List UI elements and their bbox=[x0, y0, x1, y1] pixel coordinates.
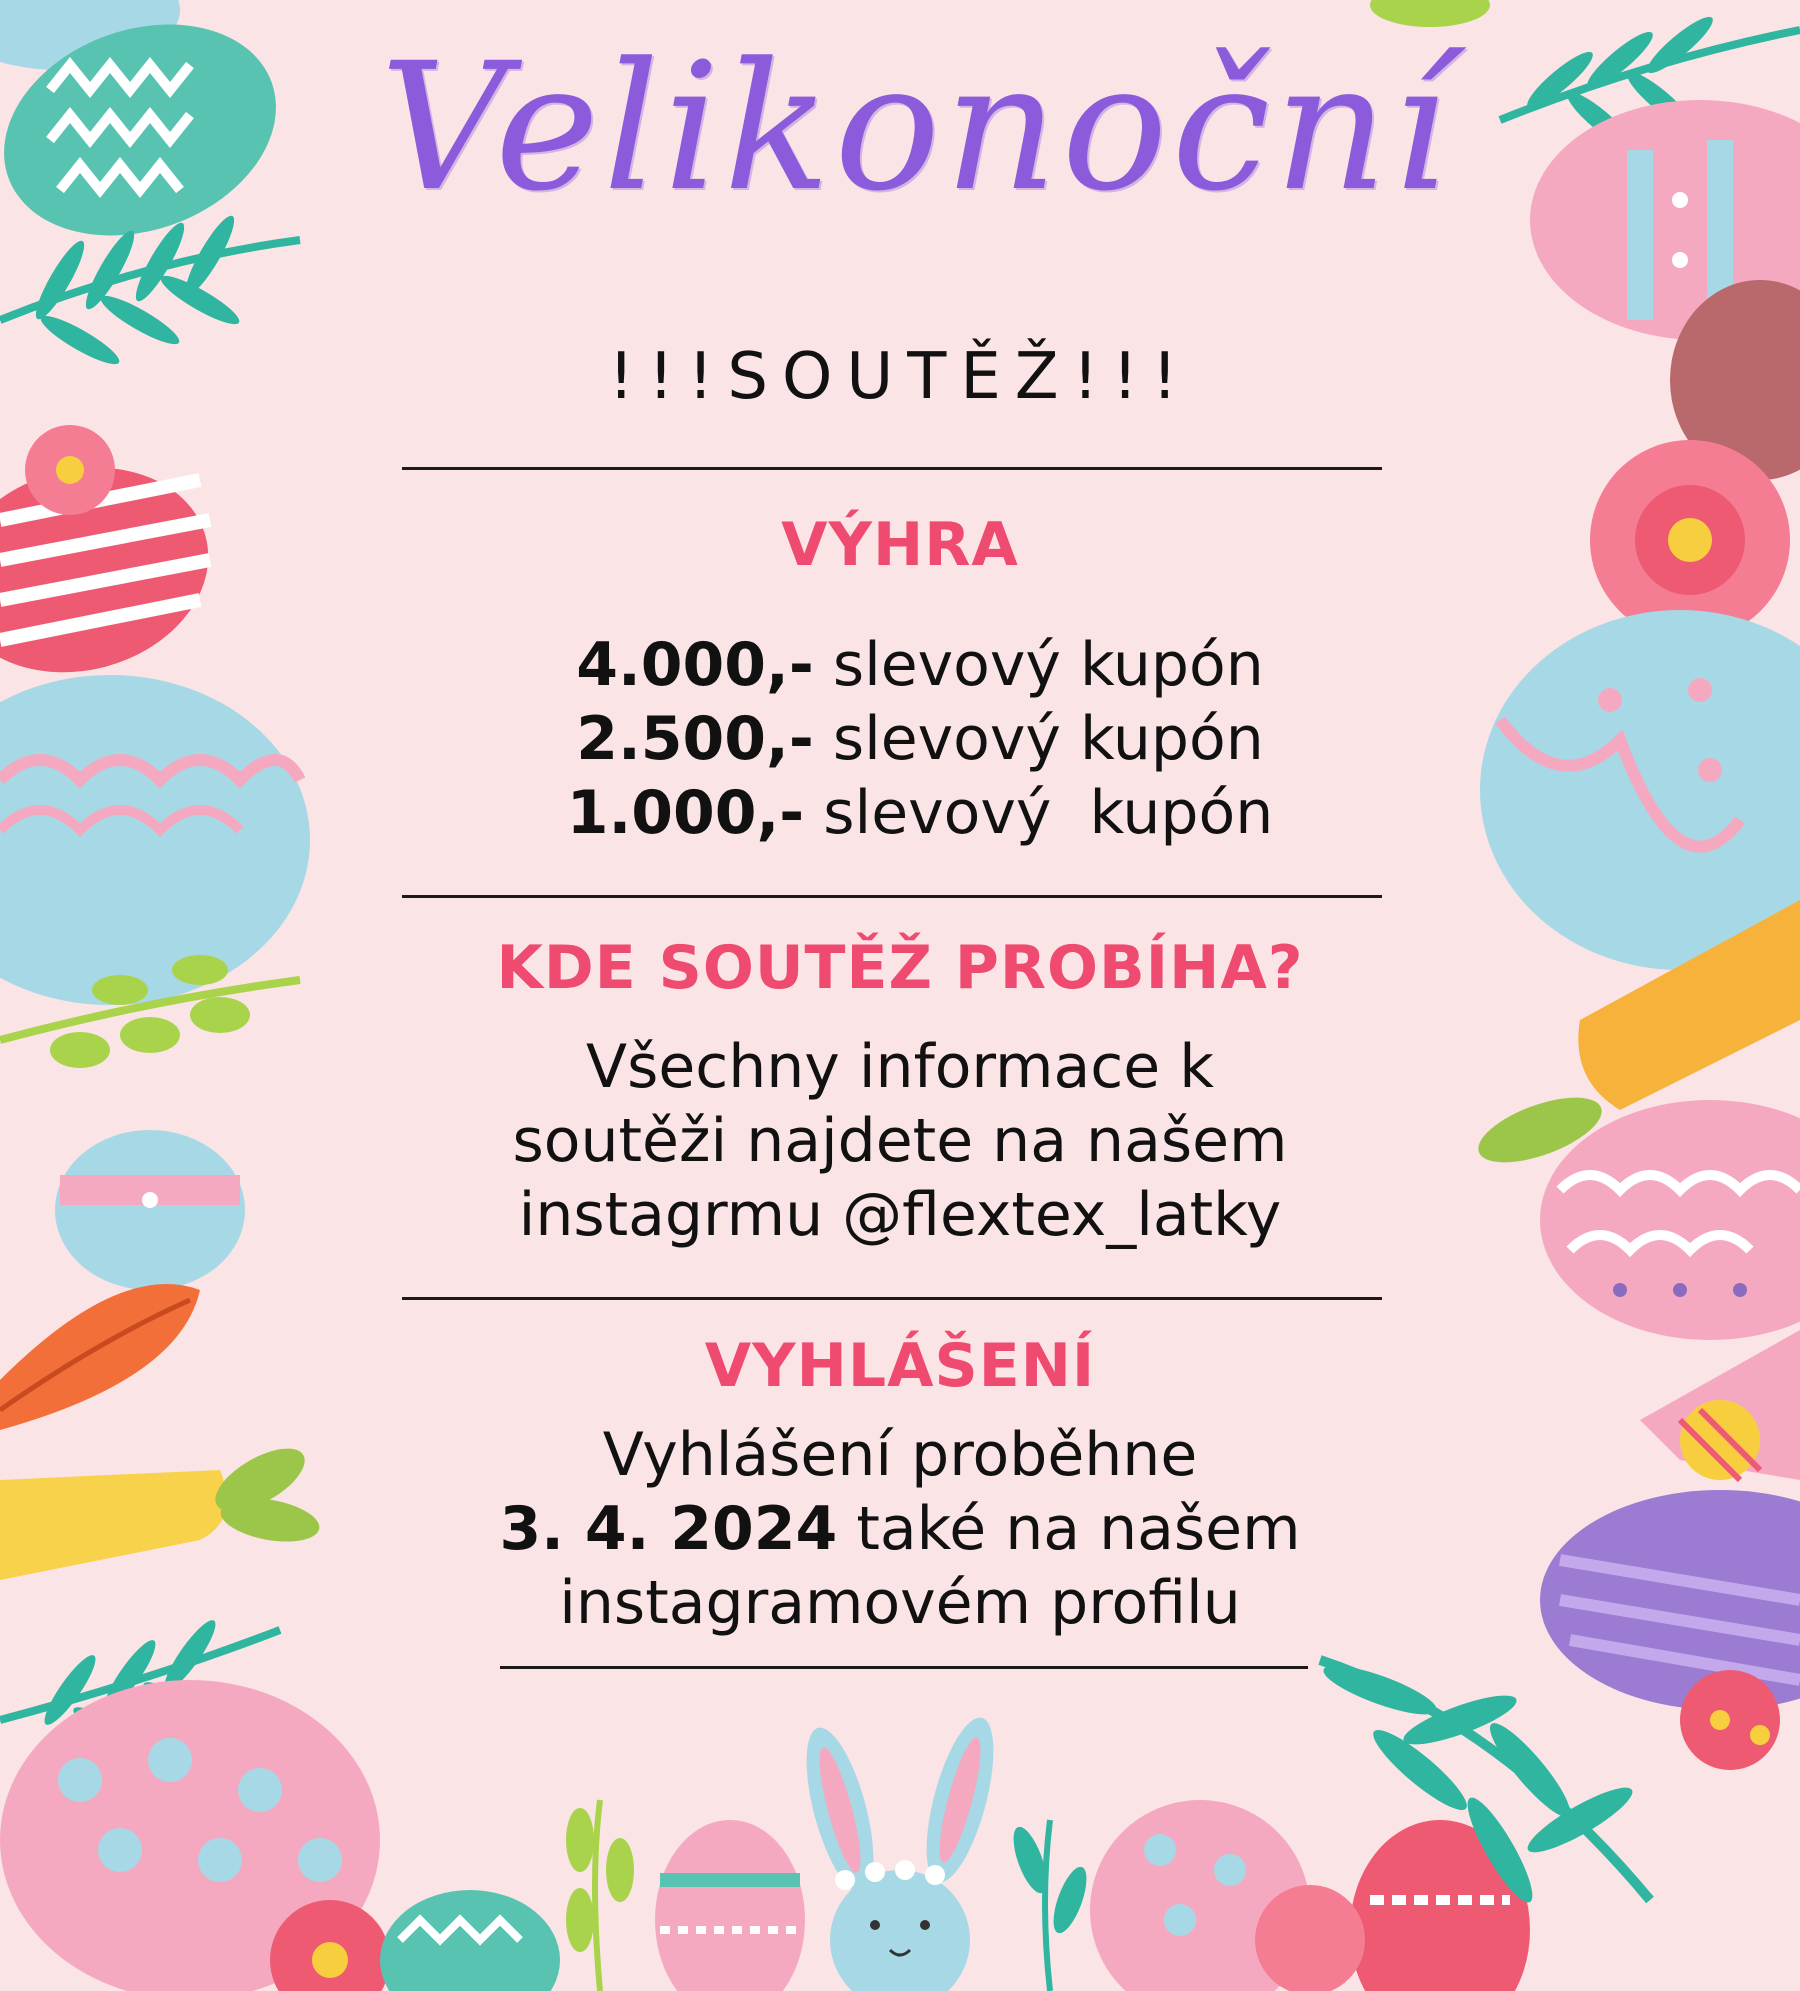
prize-amount: 4.000,- bbox=[576, 630, 814, 700]
announcement-line: Vyhlášení proběhne bbox=[602, 1420, 1198, 1490]
prize-amount: 1.000,- bbox=[566, 778, 805, 848]
poster-subtitle: !!!SOUTĚŽ!!! bbox=[608, 340, 1192, 414]
blue-egg-left bbox=[0, 675, 310, 1005]
flower-right bbox=[1590, 440, 1790, 640]
egg-top-left bbox=[0, 0, 306, 272]
divider-4 bbox=[500, 1666, 1308, 1669]
prize-item bbox=[400, 776, 1440, 850]
blue-egg-right bbox=[1480, 610, 1800, 970]
where-line: Všechny informace k bbox=[586, 1032, 1214, 1102]
red-flowers-right bbox=[1680, 1670, 1780, 1770]
prize-amount: 2.500,- bbox=[576, 704, 814, 774]
where-line: instagrmu @flextex_latky bbox=[518, 1180, 1282, 1250]
purple-egg-right bbox=[1540, 1490, 1800, 1710]
small-egg-left bbox=[55, 1130, 245, 1290]
poster-content bbox=[380, 0, 1452, 1991]
prize-item bbox=[400, 628, 1440, 702]
prize-item bbox=[400, 702, 1440, 776]
prize-text: slevový kupón bbox=[832, 630, 1264, 700]
divider-1 bbox=[402, 467, 1382, 470]
announcement-heading: VYHLÁŠENÍ bbox=[704, 1331, 1096, 1401]
announcement-line bbox=[380, 1492, 1420, 1566]
prize-list bbox=[400, 628, 1440, 850]
announcement-date: 3. 4. 2024 bbox=[499, 1494, 838, 1564]
lily-flower-right bbox=[1640, 1330, 1800, 1480]
announcement-text bbox=[380, 1418, 1420, 1640]
leaf-branch-left-top bbox=[0, 211, 300, 371]
striped-egg-left bbox=[0, 425, 231, 700]
prize-heading: VÝHRA bbox=[781, 510, 1019, 580]
carrot-left bbox=[0, 1436, 323, 1580]
prize-text: slevový kupón bbox=[832, 704, 1264, 774]
poster-title: Velikonoční bbox=[380, 25, 1452, 230]
where-line: soutěži najdete na našem bbox=[512, 1106, 1288, 1176]
announcement-line: instagramovém profilu bbox=[559, 1568, 1241, 1638]
where-text bbox=[380, 1030, 1420, 1252]
orange-leaf-left bbox=[0, 1284, 200, 1430]
divider-3 bbox=[402, 1297, 1382, 1300]
announcement-line2: také na našem bbox=[856, 1494, 1301, 1564]
divider-2 bbox=[402, 895, 1382, 898]
prize-text: slevový kupón bbox=[823, 778, 1274, 848]
where-heading: KDE SOUTĚŽ PROBÍHA? bbox=[496, 933, 1304, 1003]
